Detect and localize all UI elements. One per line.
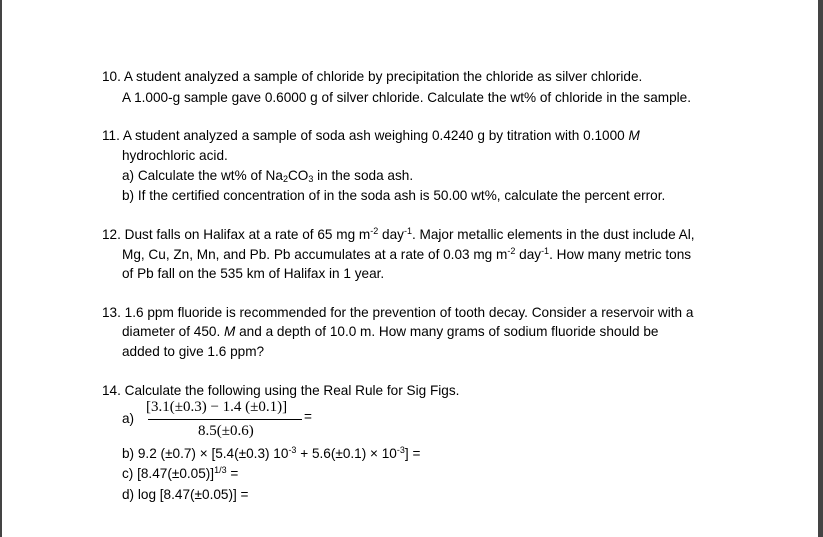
page-edge-left [0, 0, 2, 537]
q14-part-b: b) 9.2 (±0.7) × [5.4(±0.3) $10^{-3} + 5.6(\pm 0.1) \times 10^{-3}$] = [122, 445, 421, 461]
q11-line-1: 11. A student analyzed a sample of soda ash weighing 0.4240 g by titration with 0.1000 M [102, 128, 640, 143]
q10-line-1: 10. A student analyzed a sample of chloride by precipitation the chloride as silver chloride. [102, 69, 643, 84]
fraction-numerator: [3.1(±0.3) − 1.4 (±0.1)] [146, 399, 288, 415]
q13-line-3: added to give 1.6 ppm? [122, 344, 265, 359]
q14-part-a-label: a) [122, 411, 135, 426]
fraction-equals: = [304, 409, 312, 424]
q11-line-2: hydrochloric acid. [122, 148, 228, 163]
q14-part-c: c) $[8.47(\pm 0.05)]^{1/3}$ = [122, 465, 239, 481]
page-edge-right [818, 0, 823, 537]
q12-line-2: Mg, Cu, Zn, Mn, and Pb. Pb accumulates at a rate of 0.03 mg $m^{-2}$ day$^{-1}$. How many metric tons [122, 246, 692, 262]
fraction-bar [148, 419, 302, 420]
q13-line-2: diameter of 450. M and a depth of 10.0 m. How many grams of sodium fluoride should be [122, 324, 659, 339]
q13-line-1: 13. 1.6 ppm fluoride is recommended for the prevention of tooth decay. Consider a reservoir with a [102, 305, 694, 320]
fraction-denominator: 8.5(±0.6) [198, 423, 254, 439]
q12-line-3: of Pb fall on the 535 km of Halifax in 1 year. [122, 266, 385, 281]
q10-line-2: A 1.000-g sample gave 0.6000 g of silver chloride. Calculate the wt% of chloride in the sample. [122, 90, 691, 105]
q11-part-a: a) Calculate the wt% of $Na_2CO_3$ in the soda ash. [122, 168, 414, 184]
q14-part-d: d) log [8.47(±0.05)] = [122, 487, 249, 502]
q11-part-b: b) If the certified concentration of in the soda ash is 50.00 wt%, calculate the percent error. [122, 188, 666, 203]
q14-title: 14. Calculate the following using the Real Rule for Sig Figs. [102, 383, 460, 398]
q12-line-1: 12. Dust falls on Halifax at a rate of 65 mg $m^{-2}$ day$^{-1}$. Major metallic elements in the dust include Al, [102, 226, 695, 242]
